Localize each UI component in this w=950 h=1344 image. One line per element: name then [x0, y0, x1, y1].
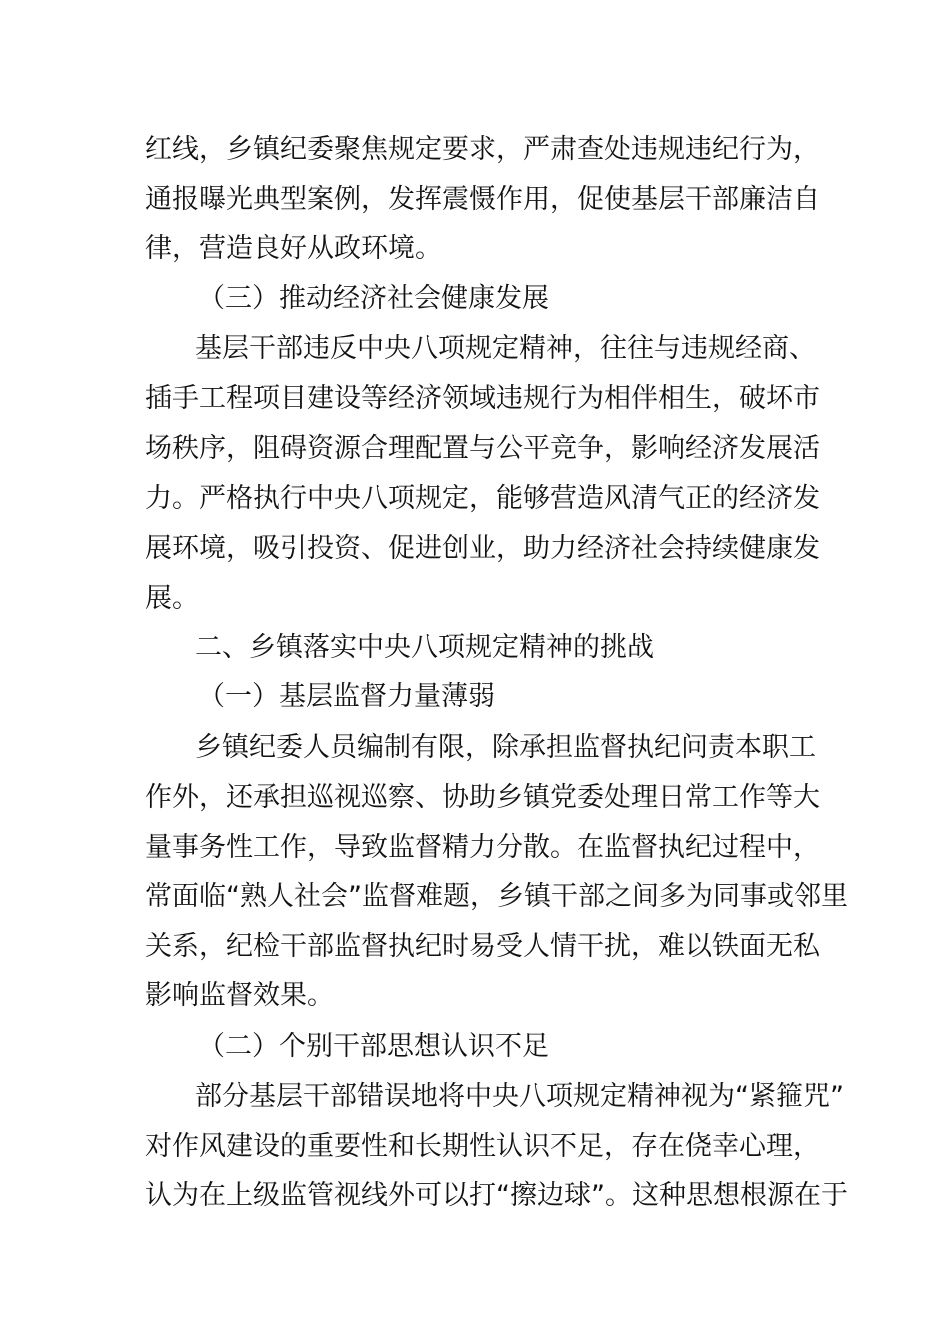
paragraph-line: 律，营造良好从政环境。 [145, 233, 442, 264]
paragraph-line: 影响监督效果。 [145, 980, 334, 1011]
section-heading: （三）推动经济社会健康发展 [198, 283, 549, 314]
paragraph-line: 插手工程项目建设等经济领域违规行为相伴相生，破坏市 [145, 383, 820, 414]
paragraph-line: 基层干部违反中央八项规定精神，往往与违规经商、 [195, 333, 816, 364]
paragraph-line: 力。严格执行中央八项规定，能够营造风清气正的经济发 [145, 483, 820, 514]
chapter-heading: 二、乡镇落实中央八项规定精神的挑战 [195, 632, 654, 663]
paragraph-line: 乡镇纪委人员编制有限，除承担监督执纪问责本职工 [195, 732, 816, 763]
paragraph-line: 常面临“熟人社会”监督难题，乡镇干部之间多为同事或邻里 [145, 881, 848, 912]
paragraph-line: 红线，乡镇纪委聚焦规定要求，严肃查处违规违纪行为， [145, 134, 820, 165]
paragraph-line: 关系，纪检干部监督执纪时易受人情干扰，难以铁面无私 [145, 931, 820, 962]
paragraph-line: 量事务性工作，导致监督精力分散。在监督执纪过程中， [145, 832, 820, 863]
paragraph-line: 部分基层干部错误地将中央八项规定精神视为“紧箍咒” [195, 1081, 844, 1112]
paragraph-line: 展。 [145, 583, 199, 614]
paragraph-line: 对作风建设的重要性和长期性认识不足，存在侥幸心理， [145, 1131, 820, 1162]
paragraph-line: 场秩序，阻碍资源合理配置与公平竞争，影响经济发展活 [145, 433, 820, 464]
paragraph-line: 展环境，吸引投资、促进创业，助力经济社会持续健康发 [145, 533, 820, 564]
paragraph-line: 作外，还承担巡视巡察、协助乡镇党委处理日常工作等大 [145, 782, 820, 813]
section-heading: （二）个别干部思想认识不足 [198, 1031, 549, 1062]
paragraph-line: 通报曝光典型案例，发挥震慑作用，促使基层干部廉洁自 [145, 184, 820, 215]
section-heading: （一）基层监督力量薄弱 [198, 681, 495, 712]
paragraph-line: 认为在上级监管视线外可以打“擦边球”。这种思想根源在于 [145, 1180, 848, 1211]
